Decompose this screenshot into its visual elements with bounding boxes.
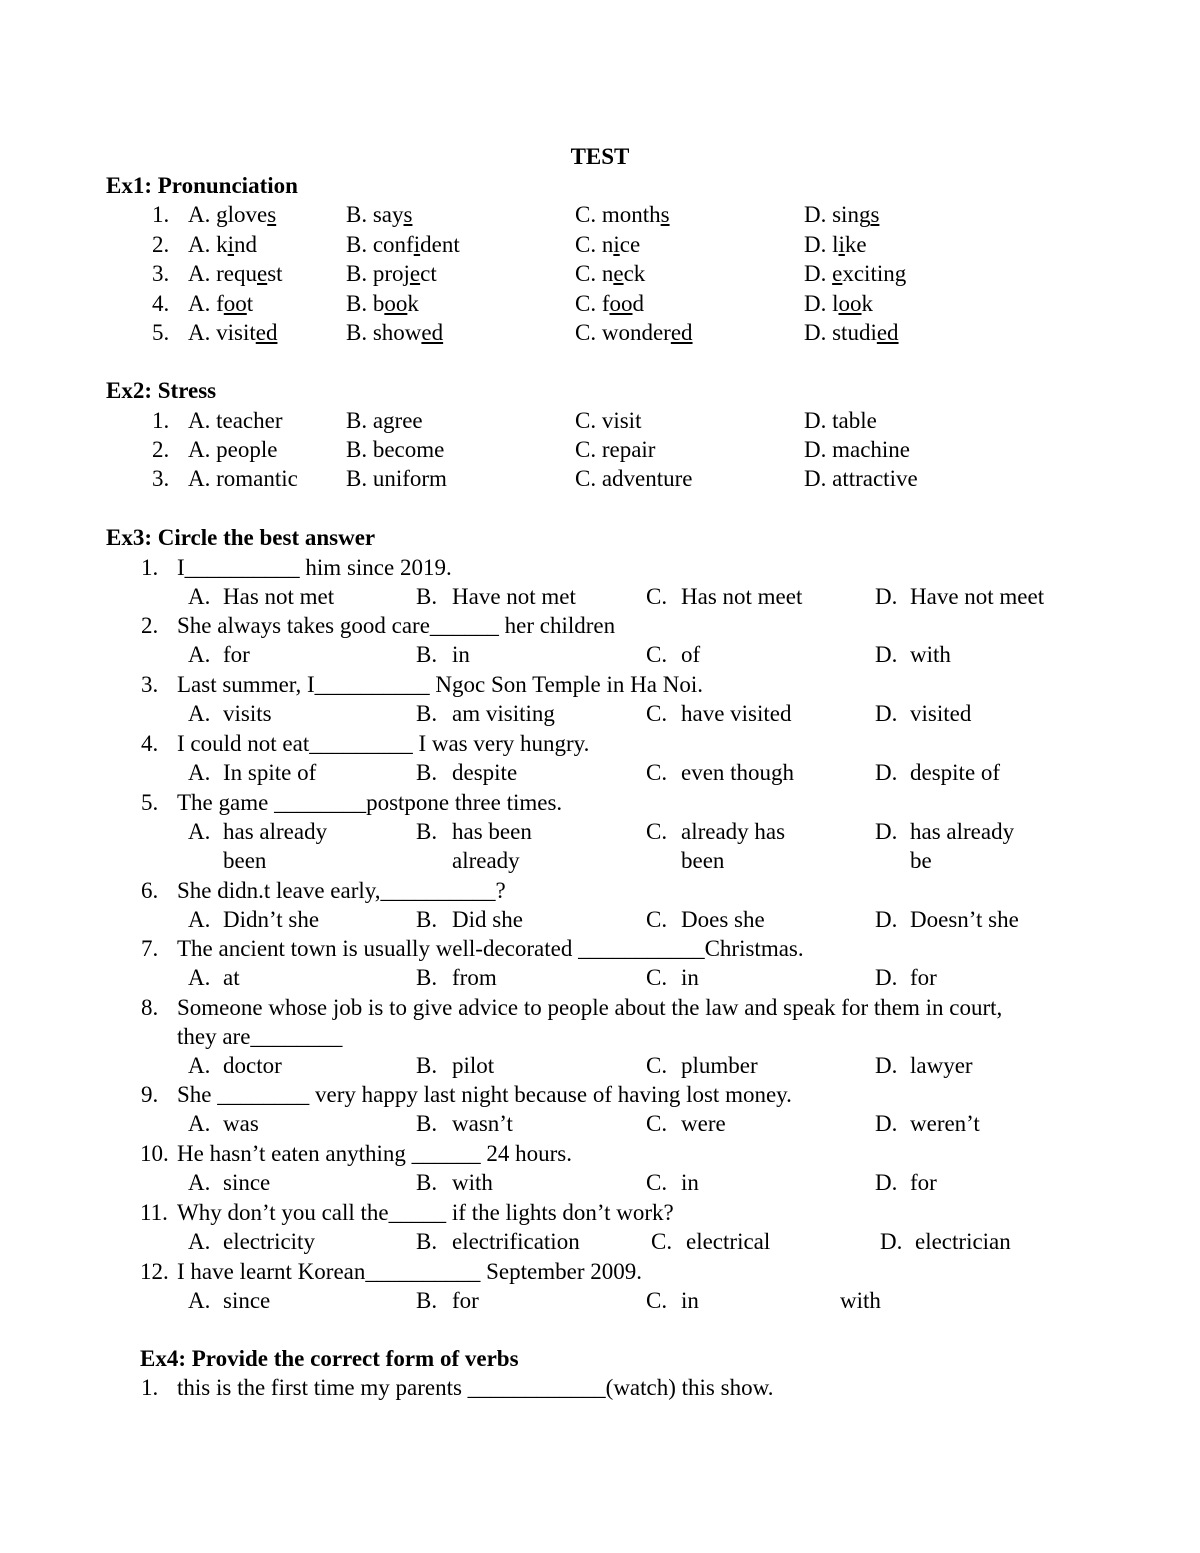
ex2-option: B. become xyxy=(346,437,445,462)
answer-option: in xyxy=(452,642,470,667)
ex2-option: A. romantic xyxy=(188,466,298,491)
answer-option: visits xyxy=(223,701,272,726)
answer-letter: C. xyxy=(651,1229,673,1254)
answer-option: even though xyxy=(681,760,795,785)
answer-letter: A. xyxy=(188,1111,211,1136)
answer-letter: A. xyxy=(188,819,211,844)
answer-letter: A. xyxy=(188,701,211,726)
answer-letter: D. xyxy=(875,701,898,726)
answer-option: electrical xyxy=(686,1229,771,1254)
answer-option: has been xyxy=(452,819,532,844)
answer-option: electrification xyxy=(452,1229,580,1254)
answer-letter: D. xyxy=(875,1053,898,1078)
ex1-option: B. project xyxy=(346,261,437,286)
answer-option: with xyxy=(452,1170,493,1195)
question-stem: I could not eat_________ I was very hungry. xyxy=(177,731,590,756)
answer-option: from xyxy=(452,965,497,990)
answer-letter: A. xyxy=(188,965,211,990)
ex1-option: B. confident xyxy=(346,232,460,257)
answer-option: have visited xyxy=(681,701,792,726)
ex1-item-number: 2. xyxy=(152,232,170,257)
question-stem: The game ________postpone three times. xyxy=(177,790,563,815)
answer-option: Has not met xyxy=(223,584,335,609)
question-stem: Someone whose job is to give advice to people about the law and speak for them in court, xyxy=(177,995,1003,1020)
ex2-option: D. machine xyxy=(804,437,911,462)
question-number: 6. xyxy=(141,878,159,903)
answer-option: for xyxy=(910,1170,937,1195)
question-stem: Last summer, I__________ Ngoc Son Temple in Ha Noi. xyxy=(177,672,703,697)
answer-letter: D. xyxy=(875,1111,898,1136)
answer-option: wasn’t xyxy=(452,1111,513,1136)
answer-option: of xyxy=(681,642,701,667)
ex2-item-number: 3. xyxy=(152,466,170,491)
answer-letter: D. xyxy=(875,760,898,785)
question-stem: I have learnt Korean__________ September 2009. xyxy=(177,1259,642,1284)
ex1-heading: Ex1: Pronunciation xyxy=(106,173,298,198)
answer-letter: A. xyxy=(188,760,211,785)
answer-letter: B. xyxy=(416,1288,438,1313)
answer-letter: B. xyxy=(416,1111,438,1136)
answer-letter: A. xyxy=(188,1053,211,1078)
ex1-option: C. food xyxy=(575,291,644,316)
answer-option: electrician xyxy=(915,1229,1011,1254)
ex1-option: D. sings xyxy=(804,202,880,227)
answer-option: despite xyxy=(452,760,518,785)
ex4-item-number: 1. xyxy=(141,1375,159,1400)
ex2-option: C. repair xyxy=(575,437,656,462)
answer-option: in xyxy=(681,1288,699,1313)
question-number: 2. xyxy=(141,613,159,638)
answer-letter: C. xyxy=(646,701,668,726)
ex1-option: D. exciting xyxy=(804,261,907,286)
answer-option: already has xyxy=(681,819,786,844)
ex2-option: D. attractive xyxy=(804,466,918,491)
answer-letter: C. xyxy=(646,1288,668,1313)
ex1-option: A. kind xyxy=(188,232,258,257)
answer-option: Did she xyxy=(452,907,523,932)
answer-letter: C. xyxy=(646,760,668,785)
page-title: TEST xyxy=(570,144,630,169)
answer-option: lawyer xyxy=(910,1053,973,1078)
ex1-item-number: 4. xyxy=(152,291,170,316)
question-stem: The ancient town is usually well-decorated ___________Christmas. xyxy=(177,936,804,961)
answer-letter: D. xyxy=(880,1229,903,1254)
ex1-option: A. request xyxy=(188,261,283,286)
answer-option: since xyxy=(223,1170,271,1195)
answer-letter: B. xyxy=(416,1229,438,1254)
answer-option: were xyxy=(681,1111,726,1136)
ex2-option: A. people xyxy=(188,437,278,462)
question-number: 10. xyxy=(140,1141,169,1166)
answer-option: for xyxy=(223,642,250,667)
answer-letter: C. xyxy=(646,1170,668,1195)
ex1-option: D. like xyxy=(804,232,867,257)
question-number: 9. xyxy=(141,1082,159,1107)
answer-letter: C. xyxy=(646,1111,668,1136)
question-number: 12. xyxy=(140,1259,169,1284)
ex2-option: D. table xyxy=(804,408,877,433)
answer-letter: B. xyxy=(416,760,438,785)
answer-option-continued: been xyxy=(681,848,725,873)
ex1-option: C. nice xyxy=(575,232,641,257)
answer-letter: B. xyxy=(416,819,438,844)
answer-letter: D. xyxy=(875,642,898,667)
ex1-option: A. foot xyxy=(188,291,254,316)
answer-option: in xyxy=(681,1170,699,1195)
ex1-item-number: 5. xyxy=(152,320,170,345)
answer-option: Have not meet xyxy=(910,584,1045,609)
answer-option: electricity xyxy=(223,1229,315,1254)
ex2-option: B. agree xyxy=(346,408,423,433)
question-number: 11. xyxy=(140,1200,168,1225)
answer-option: has already xyxy=(910,819,1015,844)
answer-letter: D. xyxy=(875,819,898,844)
question-number: 3. xyxy=(141,672,159,697)
answer-letter: A. xyxy=(188,1288,211,1313)
answer-option: Has not meet xyxy=(681,584,803,609)
ex1-option: B. book xyxy=(346,291,419,316)
answer-letter: A. xyxy=(188,907,211,932)
answer-option-continued: been xyxy=(223,848,267,873)
question-stem: She always takes good care______ her children xyxy=(177,613,616,638)
question-number: 7. xyxy=(141,936,159,961)
answer-option: at xyxy=(223,965,240,990)
ex2-option: C. visit xyxy=(575,408,642,433)
answer-option: in xyxy=(681,965,699,990)
answer-letter: B. xyxy=(416,907,438,932)
question-stem: She ________ very happy last night because of having lost money. xyxy=(177,1082,792,1107)
answer-option: weren’t xyxy=(910,1111,980,1136)
answer-option: Does she xyxy=(681,907,765,932)
answer-option: with xyxy=(910,642,951,667)
answer-option: since xyxy=(223,1288,271,1313)
answer-letter: B. xyxy=(416,701,438,726)
ex1-option: A. gloves xyxy=(188,202,277,227)
answer-letter: C. xyxy=(646,965,668,990)
answer-option-continued: be xyxy=(910,848,932,873)
answer-option: doctor xyxy=(223,1053,282,1078)
answer-letter: A. xyxy=(188,584,211,609)
ex1-option: D. studied xyxy=(804,320,899,345)
ex1-option: B. says xyxy=(346,202,413,227)
answer-option: has already xyxy=(223,819,328,844)
answer-letter: C. xyxy=(646,584,668,609)
answer-letter: D. xyxy=(875,1170,898,1195)
ex1-item-number: 3. xyxy=(152,261,170,286)
answer-option: pilot xyxy=(452,1053,495,1078)
answer-letter: C. xyxy=(646,907,668,932)
ex1-option: C. months xyxy=(575,202,670,227)
answer-letter: C. xyxy=(646,1053,668,1078)
question-number: 1. xyxy=(141,555,159,580)
answer-letter: D. xyxy=(875,907,898,932)
question-number: 4. xyxy=(141,731,159,756)
ex1-option: D. look xyxy=(804,291,873,316)
answer-letter: D. xyxy=(875,965,898,990)
ex1-option: B. showed xyxy=(346,320,444,345)
question-stem: He hasn’t eaten anything ______ 24 hours. xyxy=(177,1141,572,1166)
answer-option: was xyxy=(223,1111,259,1136)
answer-option: Doesn’t she xyxy=(910,907,1019,932)
ex1-item-number: 1. xyxy=(152,202,170,227)
question-number: 5. xyxy=(141,790,159,815)
ex2-item-number: 1. xyxy=(152,408,170,433)
answer-option: despite of xyxy=(910,760,1001,785)
ex2-heading: Ex2: Stress xyxy=(106,378,217,403)
ex1-option: C. neck xyxy=(575,261,646,286)
answer-letter: C. xyxy=(646,642,668,667)
ex3-heading: Ex3: Circle the best answer xyxy=(106,525,376,550)
ex2-option: C. adventure xyxy=(575,466,693,491)
answer-option: for xyxy=(910,965,937,990)
ex2-option: A. teacher xyxy=(188,408,283,433)
answer-option: am visiting xyxy=(452,701,555,726)
question-stem: Why don’t you call the_____ if the lights don’t work? xyxy=(177,1200,674,1225)
answer-letter: D. xyxy=(875,584,898,609)
answer-letter: B. xyxy=(416,1170,438,1195)
ex4-item-text: this is the first time my parents ____________(watch) this show. xyxy=(177,1375,774,1400)
answer-letter: B. xyxy=(416,642,438,667)
ex4-heading: Ex4: Provide the correct form of verbs xyxy=(140,1346,519,1371)
answer-letter: C. xyxy=(646,819,668,844)
answer-letter: B. xyxy=(416,1053,438,1078)
answer-letter: A. xyxy=(188,1229,211,1254)
answer-option: Didn’t she xyxy=(223,907,320,932)
question-number: 8. xyxy=(141,995,159,1020)
answer-letter: A. xyxy=(188,642,211,667)
answer-letter: B. xyxy=(416,584,438,609)
question-stem: She didn.t leave early,__________? xyxy=(177,878,506,903)
answer-option: plumber xyxy=(681,1053,758,1078)
answer-letter: B. xyxy=(416,965,438,990)
answer-option: In spite of xyxy=(223,760,317,785)
ex2-item-number: 2. xyxy=(152,437,170,462)
question-stem: I__________ him since 2019. xyxy=(177,555,452,580)
answer-option: with xyxy=(840,1288,881,1313)
answer-letter: A. xyxy=(188,1170,211,1195)
answer-option: visited xyxy=(910,701,972,726)
answer-option: Have not met xyxy=(452,584,576,609)
answer-option: for xyxy=(452,1288,479,1313)
answer-option-continued: already xyxy=(452,848,520,873)
ex2-option: B. uniform xyxy=(346,466,447,491)
ex1-option: C. wondered xyxy=(575,320,693,345)
question-stem-continued: they are________ xyxy=(177,1024,343,1049)
ex1-option: A. visited xyxy=(188,320,278,345)
